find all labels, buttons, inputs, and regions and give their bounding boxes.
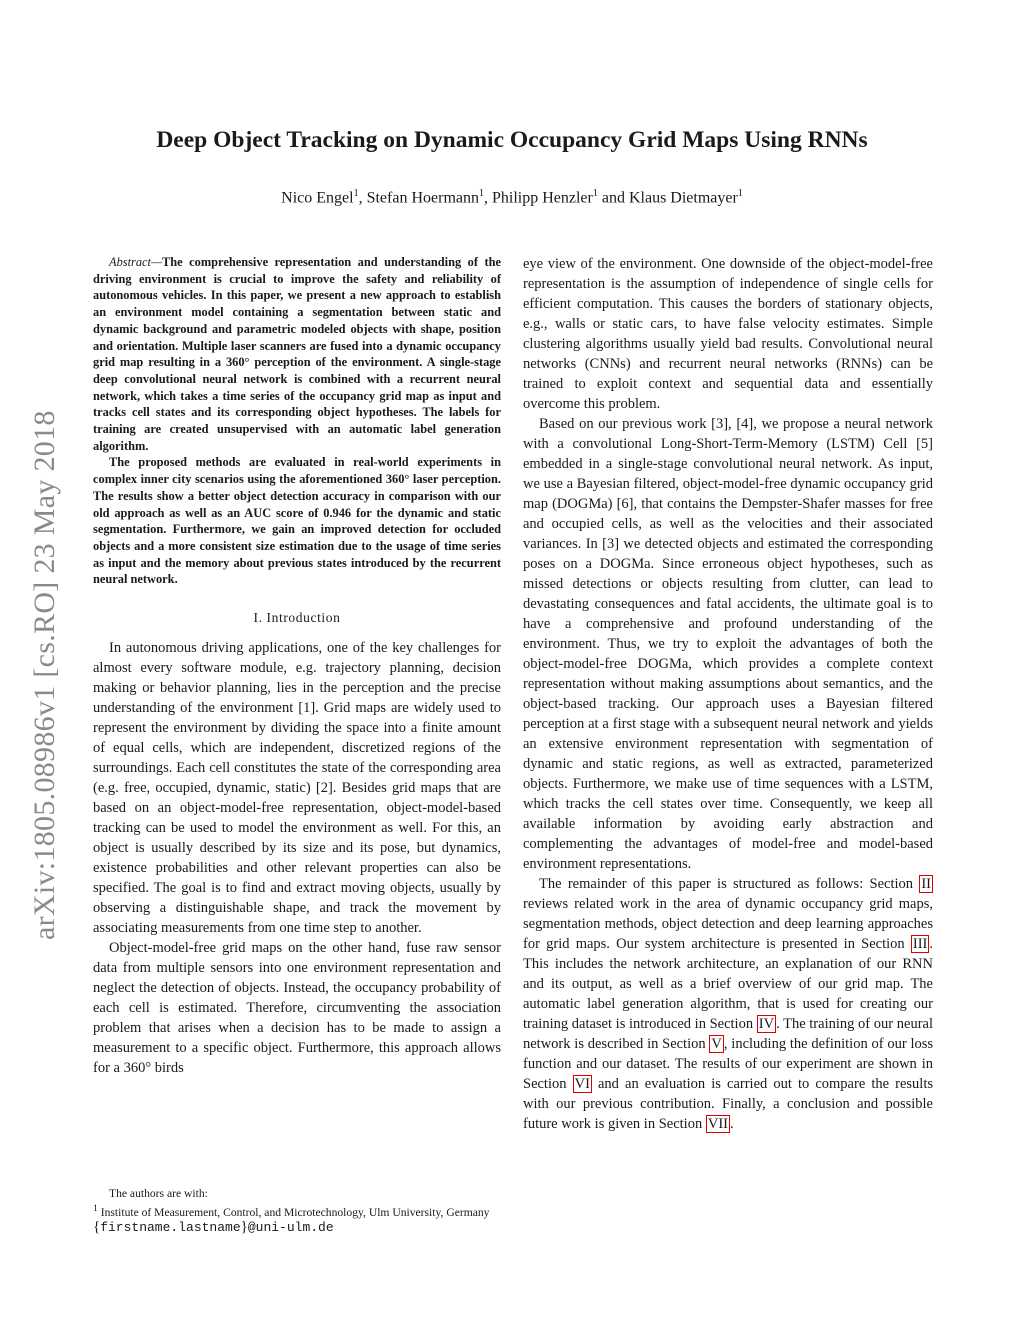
body-paragraph: In autonomous driving applications, one of the key challenges for almost every software module, e.g. trajectory planning, decision making or behavior planning, lies in the perception and the precise understanding of the environment [1]. Grid maps are widely used to represent the environment by dividing the space into a finite amount of equal cells, which are independent, discretized regions of the surroundings. Each cell constitutes the state of the corresponding area (e.g. free, occupied, dynamic, static) [2]. Besides grid maps that are based on an object-model-free representation, object-model-based tracking can be used to model the environment as well. For this, an object is usually described by its size and its pose, but dynamics, existence probabilities and other relevant properties can also be specified. The goal is to find and extract moving objects, usually by observing a distinguishable shape, and track the movement by associating measurements from one time step to another.	[93, 640, 501, 937]
body-paragraph: The remainder of this paper is structured as follows: Section II reviews related work in the area of dynamic occupancy grid maps, segmentation methods, object detection and deep learning approaches for grid maps. Our system architecture is presented in Section III . This includes the network architecture, an explanation of our RNN and its output, as well as a brief overview of our grid map. The automatic label generation algorithm, that is used for creating our training dataset is introduced in Section IV . The training of our neural network is described in Section V , including the definition of our loss function and our dataset. The results of our experiment are shown in Section VI and an evaluation is carried out to compare the results with our previous contribution. Finally, a conclusion and possible future work is given in Section VII .	[523, 876, 934, 1132]
author-name: Nico Engel	[281, 189, 354, 207]
left-column	[93, 254, 501, 1078]
abstract-label: Abstract—	[109, 255, 163, 269]
section-link-vi[interactable]: VI	[574, 1076, 590, 1092]
email-domain: @uni-ulm.de	[247, 1219, 334, 1235]
paper-title: Deep Object Tracking on Dynamic Occupancy Grid Maps Using RNNs	[156, 127, 868, 153]
right-column	[523, 254, 933, 1134]
abstract-paragraph: The comprehensive representation and understanding of the driving environment is crucial to improve the safety and reliability of autonomous vehicles. In this paper, we present a new approach to establish an environment model containing a segmentation between static and dynamic background and parametric modeled objects with shape, position and orientation. Multiple laser scanners are fused into a dynamic occupancy grid map resulting in a 360° perception of the environment. A single-stage deep convolutional neural network is combined with a recurrent neural network, which takes a time series of the occupancy grid map as input and tracks cell states and its corresponding object hypotheses. The labels for training are created unsupervised with an automatic label generation algorithm.	[93, 255, 501, 453]
abstract-paragraph: The proposed methods are evaluated in real-world experiments in complex inner city scenarios using the aforementioned 360° laser perception. The results show a better object detection accuracy in comparison with our old approach as well as an AUC score of 0.946 for the dynamic and static segmentation. Furthermore, we gain an improved detection for occluded objects and a more consistent size estimation due to the usage of time series as input and the memory about previous states introduced by the recurrent neural network.	[93, 455, 501, 587]
section-link-iv[interactable]: IV	[758, 1016, 775, 1032]
email-user: firstname.lastname	[100, 1219, 241, 1235]
abstract	[93, 254, 501, 588]
footnote-line: The authors are with:	[109, 1187, 208, 1200]
section-link-v[interactable]: V	[711, 1036, 722, 1052]
author-name: Klaus Dietmayer	[628, 189, 738, 207]
section-link-iii[interactable]: III	[912, 936, 928, 952]
footnote	[93, 1186, 501, 1235]
section-heading: I. Introduction	[253, 610, 341, 626]
section-link-ii[interactable]: II	[921, 876, 931, 892]
footnote-affiliation: $^1$ Institute of Measurement, Control, and Microtechnology, Ulm University, Germany {firstname.lastname}@uni-ulm.de	[93, 1203, 490, 1235]
body-paragraph: Based on our previous work [3], [4], we propose a neural network with a convolutional Long-Short-Term-Memory (LSTM) Cell [5] embedded in a single-stage convolutional neural network. As input, we use a Bayesian filtered, object-model-free dynamic occupancy grid map (DOGMa) [6], that contains the Dempster-Shafer masses for free and occupied cells, as well as the velocities and their associated variances. In [3] we detected objects and estimated the corresponding poses on a DOGMa. Since erroneous object hypotheses, such as missed detections or objects resulting from clutter, can lead to devastating consequences and fatal accidents, the ultimate goal is to have a comprehensive and profound understanding of the environment. Thus, we try to exploit the advantages of both the object-model-free DOGMa, which provides a complete context representation without making assumptions about semantics, and the object-based tracking. Our approach uses a Bayesian filtered perception at a first stage with a subsequent neural network and yields an extensive environment representation with segmentation of dynamic and static regions, as well as extracted, parameterized objects. Furthermore, we make use of time sequences with a LSTM, which tracks the cell states over time. Consequently, we keep all available information by avoiding early abstraction and complementing the advantages of model-free and model-based environment representations.	[523, 416, 933, 872]
author-list: Nico Engel$^1$, Stefan Hoermann$^1$, Philipp Henzler$^1$ and Klaus Dietmayer$^1$	[281, 188, 743, 207]
body-paragraph: eye view of the environment. One downside of the object-model-free representation is the assumption of independence of single cells for efficient computation. This causes the borders of stationary objects, e.g., walls or static cars, to have false velocity estimates. Simple clustering algorithms usually yield bad results. Convolutional neural networks (CNNs) and recurrent neural networks (RNNs) can be trained to exploit context and sequential data and essentially overcome this problem.	[523, 256, 933, 412]
section-link-vii[interactable]: VII	[707, 1116, 728, 1132]
author-name: Stefan Hoermann	[366, 189, 479, 207]
body-paragraph: Object-model-free grid maps on the other hand, fuse raw sensor data from multiple sensors into one environment representation and neglect the detection of objects. Instead, the occupancy probability of each cell is estimated. Therefore, circumventing the association problem that arises when a decision has to be made to assign a measurement to a specific object. Furthermore, this approach allows for a 360° birds	[93, 940, 501, 1077]
author-name: Philipp Henzler	[491, 189, 593, 207]
arxiv-identifier: arXiv:1805.08986v1 [cs.RO] 23 May 2018	[28, 410, 61, 940]
